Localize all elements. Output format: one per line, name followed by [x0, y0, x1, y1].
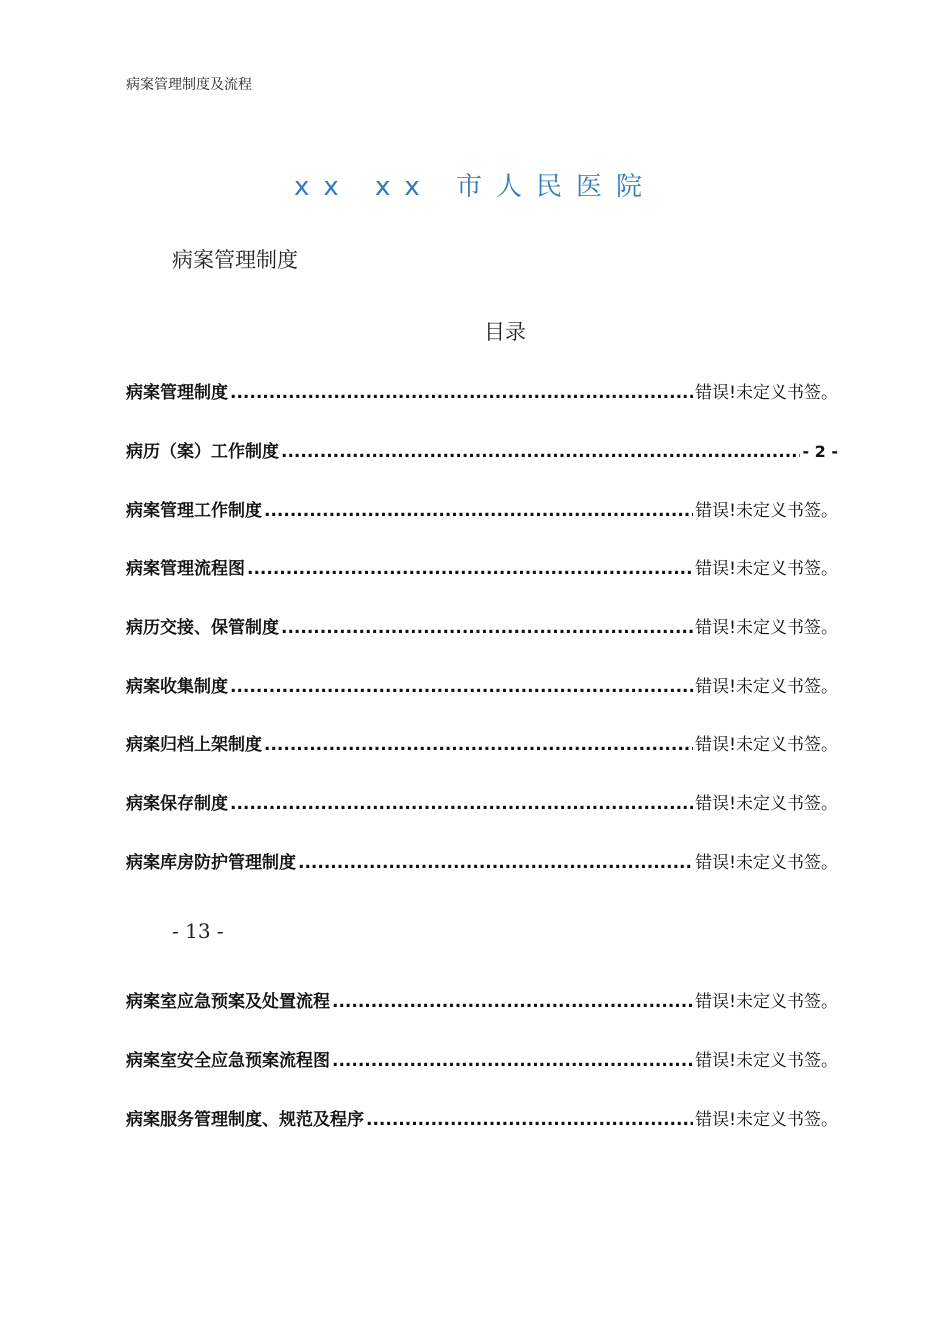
toc-entry-leader — [281, 616, 693, 640]
toc-entry[interactable] — [126, 990, 838, 1014]
toc-entry-page: 错误!未定义书签。 — [695, 383, 838, 403]
toc-entry-title: 病案保存制度 — [126, 794, 228, 814]
toc-entry[interactable] — [126, 851, 838, 875]
toc-entry-title: 病案管理工作制度 — [126, 501, 262, 521]
toc-entry-title: 病案归档上架制度 — [126, 735, 262, 755]
toc-entry-leader — [281, 440, 800, 464]
toc-entry[interactable] — [126, 499, 838, 523]
toc-entry-leader — [298, 851, 693, 875]
toc-entry[interactable] — [126, 440, 838, 464]
toc-entry-page: 错误!未定义书签。 — [695, 853, 838, 873]
toc-entry-leader — [264, 733, 693, 757]
toc-entry[interactable] — [126, 557, 838, 581]
toc-entry-leader — [247, 557, 693, 581]
toc-entry-title: 病历交接、保管制度 — [126, 618, 279, 638]
page-number: - 13 - — [172, 919, 224, 943]
toc-entry-page: 错误!未定义书签。 — [695, 1051, 838, 1071]
toc-entry-page: 错误!未定义书签。 — [695, 501, 838, 521]
toc-entry-title: 病案室应急预案及处置流程 — [126, 992, 330, 1012]
toc-entry[interactable] — [126, 1049, 838, 1073]
hospital-title: xx xx 市人民医院 — [293, 172, 657, 202]
toc-entry-leader — [230, 675, 693, 699]
toc-entry[interactable] — [126, 1108, 838, 1132]
toc-entry-page: 错误!未定义书签。 — [695, 559, 838, 579]
toc-entry-page: - 2 - — [802, 442, 838, 461]
toc-entry-page: 错误!未定义书签。 — [695, 735, 838, 755]
toc-entry-leader — [332, 1049, 693, 1073]
toc-entry-leader — [230, 792, 693, 816]
running-header: 病案管理制度及流程 — [126, 77, 252, 93]
toc-entry[interactable] — [126, 381, 838, 405]
toc-entry-title: 病案室安全应急预案流程图 — [126, 1051, 330, 1071]
section-heading: 病案管理制度 — [172, 248, 298, 272]
toc-entry-page: 错误!未定义书签。 — [695, 677, 838, 697]
toc-entry-title: 病案库房防护管理制度 — [126, 853, 296, 873]
toc-entry-page: 错误!未定义书签。 — [695, 1110, 838, 1130]
toc-entry-page: 错误!未定义书签。 — [695, 794, 838, 814]
toc-entry-leader — [230, 381, 693, 405]
toc-entry-page: 错误!未定义书签。 — [695, 618, 838, 638]
toc-entry[interactable] — [126, 675, 838, 699]
toc-entry-leader — [264, 499, 693, 523]
toc-entry-leader — [366, 1108, 693, 1132]
toc-entry-page: 错误!未定义书签。 — [695, 992, 838, 1012]
toc-entry[interactable] — [126, 733, 838, 757]
toc-entry-title: 病案收集制度 — [126, 677, 228, 697]
toc-entry[interactable] — [126, 792, 838, 816]
toc-entry-title: 病案服务管理制度、规范及程序 — [126, 1110, 364, 1130]
toc-entry-leader — [332, 990, 693, 1014]
toc-entry[interactable] — [126, 616, 838, 640]
toc-entry-title: 病案管理制度 — [126, 383, 228, 403]
toc-entry-title: 病案管理流程图 — [126, 559, 245, 579]
toc-entry-title: 病历（案）工作制度 — [126, 442, 279, 462]
toc-title: 目录 — [484, 320, 526, 344]
